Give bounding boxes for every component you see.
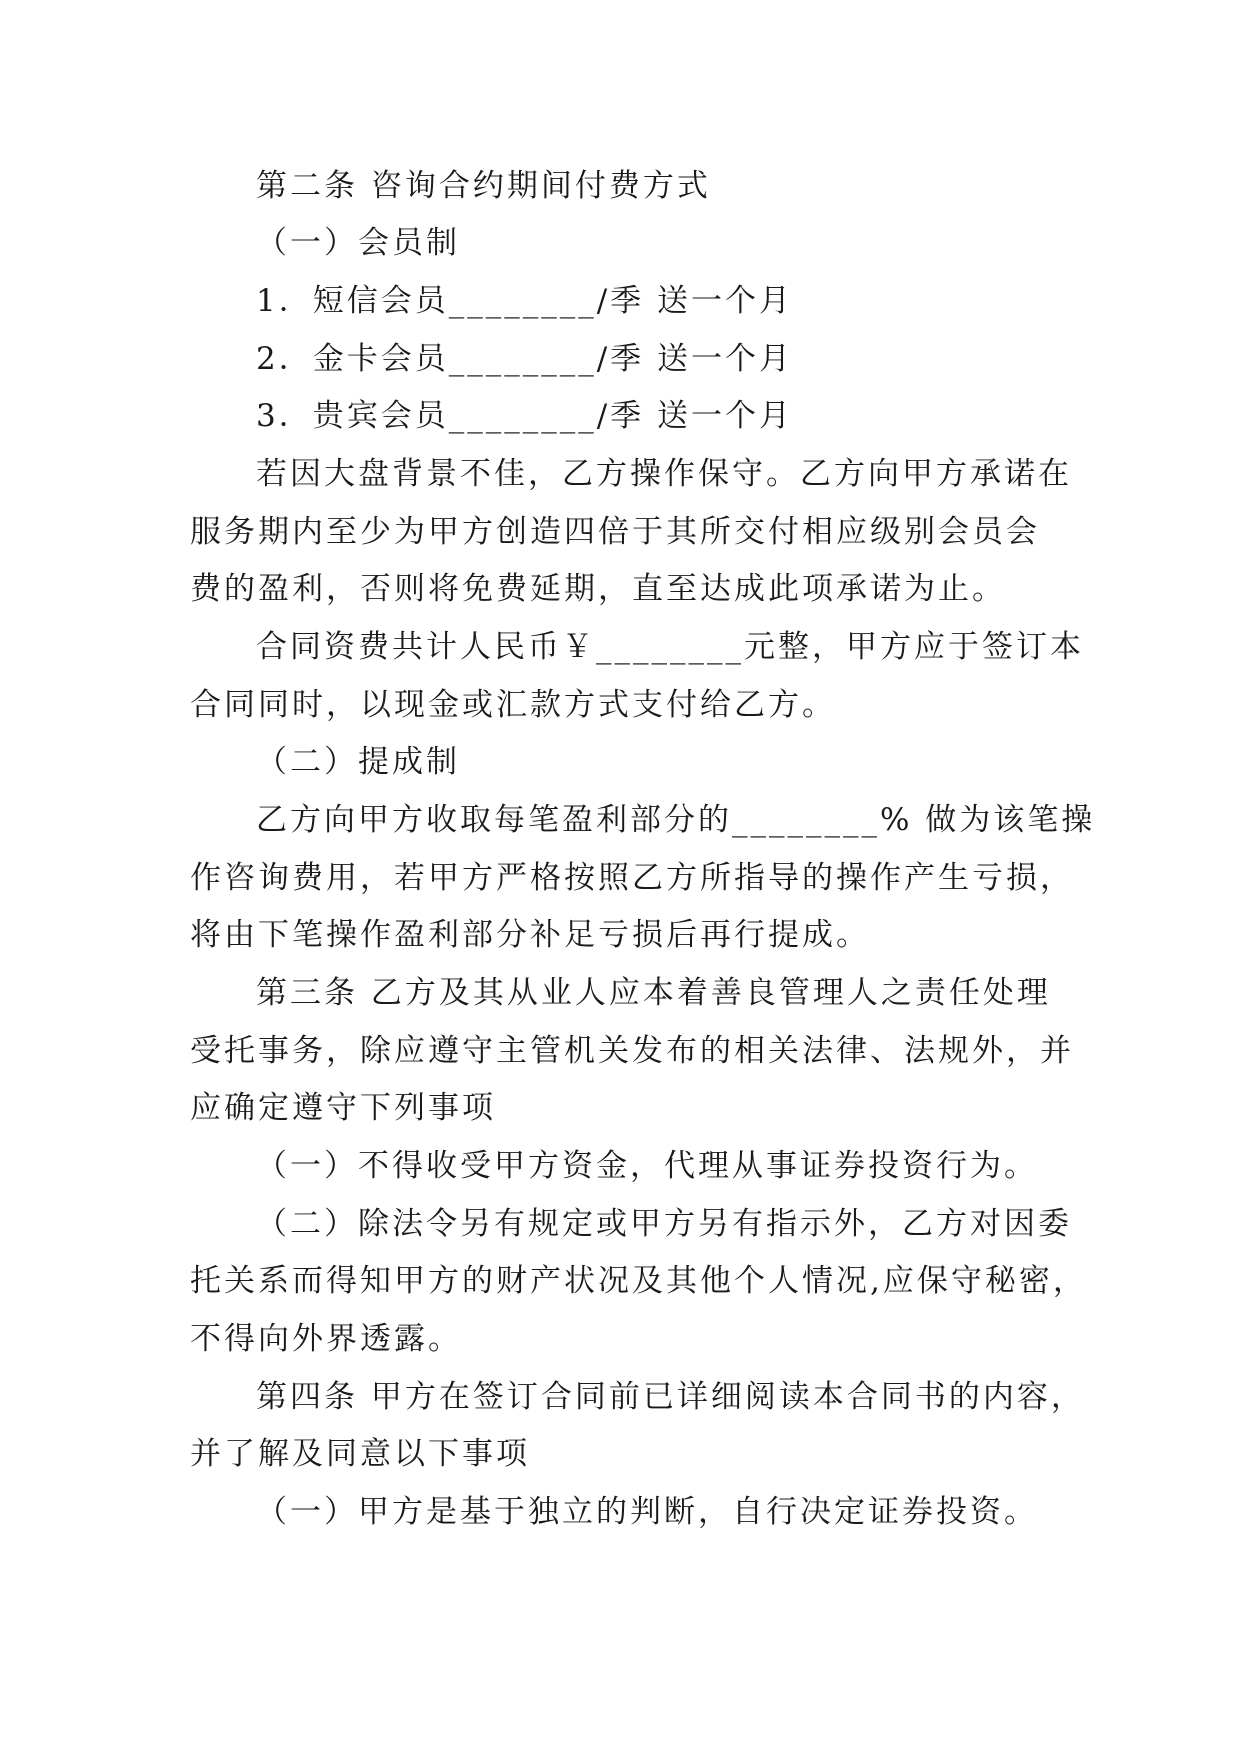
paragraph-line: 不得向外界透露。 <box>190 1321 462 1357</box>
paragraph-line: 乙方向甲方收取每笔盈利部分的________% 做为该笔操 <box>256 802 1096 838</box>
article-2-heading: 第二条 咨询合约期间付费方式 <box>256 168 711 204</box>
paragraph-line: （一）不得收受甲方资金，代理从事证券投资行为。 <box>256 1148 1038 1184</box>
paragraph-line: 受托事务，除应遵守主管机关发布的相关法律、法规外，并 <box>190 1033 1074 1069</box>
section-membership-heading: （一）会员制 <box>256 225 460 261</box>
paragraph-line: 合同同时，以现金或汇款方式支付给乙方。 <box>190 687 836 723</box>
paragraph-line: 应确定遵守下列事项 <box>190 1090 496 1126</box>
membership-item-vip: 3．贵宾会员________/季 送一个月 <box>256 398 794 434</box>
paragraph-line: 将由下笔操作盈利部分补足亏损后再行提成。 <box>190 917 870 953</box>
paragraph-line: 合同资费共计人民币￥________元整，甲方应于签订本 <box>256 629 1084 665</box>
paragraph-line: 并了解及同意以下事项 <box>190 1436 530 1472</box>
paragraph-line: （二）除法令另有规定或甲方另有指示外，乙方对因委 <box>256 1206 1072 1242</box>
membership-item-gold: 2．金卡会员________/季 送一个月 <box>256 341 794 377</box>
paragraph-line: 托关系而得知甲方的财产状况及其他个人情况,应保守秘密， <box>190 1263 1087 1299</box>
paragraph-line: 服务期内至少为甲方创造四倍于其所交付相应级别会员会 <box>190 514 1040 550</box>
paragraph-line: 作咨询费用，若甲方严格按照乙方所指导的操作产生亏损， <box>190 860 1074 896</box>
paragraph-line: 费的盈利，否则将免费延期，直至达成此项承诺为止。 <box>190 571 1006 607</box>
paragraph-line: （一）甲方是基于独立的判断，自行决定证券投资。 <box>256 1494 1038 1530</box>
section-commission-heading: （二）提成制 <box>256 744 460 780</box>
article-4-heading: 第四条 甲方在签订合同前已详细阅读本合同书的内容， <box>256 1379 1085 1415</box>
article-3-heading: 第三条 乙方及其从业人应本着善良管理人之责任处理 <box>256 975 1051 1011</box>
paragraph-line: 若因大盘背景不佳，乙方操作保守。乙方向甲方承诺在 <box>256 456 1072 492</box>
membership-item-sms: 1．短信会员________/季 送一个月 <box>256 283 794 319</box>
